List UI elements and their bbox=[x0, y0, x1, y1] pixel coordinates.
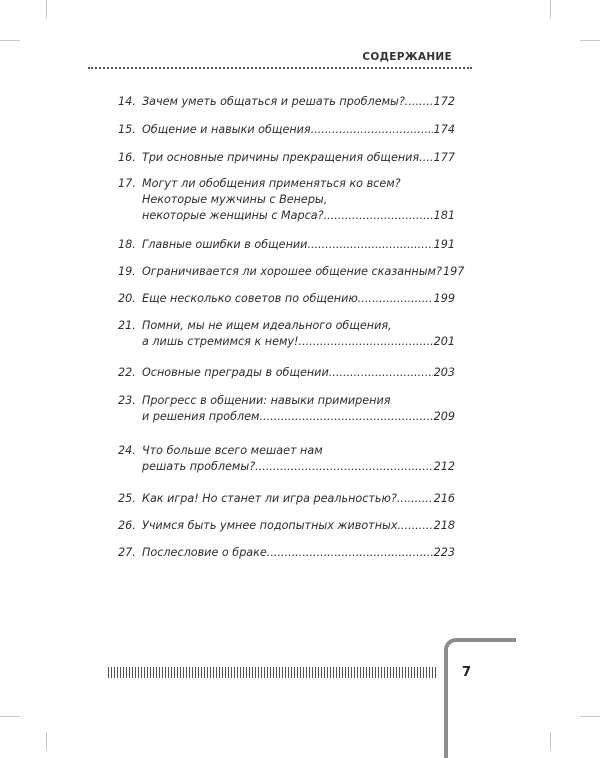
dot-leader bbox=[419, 150, 432, 166]
dot-leader bbox=[299, 334, 433, 350]
toc-entry-page: 212 bbox=[433, 460, 455, 473]
toc-entry-title: Еще несколько советов по общению bbox=[142, 292, 358, 305]
dot-leader bbox=[311, 122, 433, 138]
crop-mark bbox=[0, 716, 20, 717]
footer-decorative-bars bbox=[108, 667, 438, 678]
toc-entry-title: Три основные причины прекращения общения bbox=[142, 151, 420, 164]
toc-entry-title: Прогресс в общении: навыки примирения bbox=[142, 394, 391, 407]
toc-entry-page: 181 bbox=[433, 209, 455, 222]
toc-entry-page: 191 bbox=[433, 238, 455, 251]
toc-entry-title: Основные преграды в общении bbox=[142, 366, 329, 379]
toc-entry-page: 177 bbox=[433, 151, 455, 164]
toc-entry-title: Послесловие о браке bbox=[142, 546, 267, 559]
toc-entry-title: Общение и навыки общения bbox=[142, 123, 311, 136]
toc-entry-page: 201 bbox=[433, 335, 455, 348]
toc-entry-number: 17. bbox=[118, 177, 136, 190]
dot-leader bbox=[307, 237, 432, 253]
toc-entry-number: 21. bbox=[118, 319, 136, 332]
toc-entry-number: 15. bbox=[118, 123, 136, 136]
dot-leader bbox=[397, 491, 433, 507]
toc-entry-number: 27. bbox=[118, 546, 136, 559]
toc-entry-page: 203 bbox=[433, 366, 455, 379]
dot-leader bbox=[329, 365, 433, 381]
dot-leader bbox=[259, 409, 432, 425]
toc-entry-number: 22. bbox=[118, 366, 136, 379]
crop-mark bbox=[46, 732, 47, 750]
toc-entry-page: 199 bbox=[433, 292, 455, 305]
toc-entry-title: Что больше всего мешает нам bbox=[142, 444, 323, 457]
crop-mark bbox=[550, 732, 551, 750]
toc-entry-title: Некоторые мужчины с Венеры, bbox=[142, 193, 328, 206]
page-number-frame bbox=[444, 638, 516, 758]
toc-entry-number: 19. bbox=[118, 265, 136, 278]
toc-entry-page: 172 bbox=[433, 95, 455, 108]
dot-leader bbox=[397, 518, 432, 534]
dot-leader bbox=[405, 94, 433, 110]
toc-entry-number: 25. bbox=[118, 492, 136, 505]
toc-entry-number: 18. bbox=[118, 238, 136, 251]
toc-entry-page: 209 bbox=[433, 410, 455, 423]
toc-entry-title: Помни, мы не ищем идеального общения, bbox=[142, 319, 392, 332]
toc-entry-page: 197 bbox=[442, 265, 465, 278]
toc-entry-number: 23. bbox=[118, 394, 136, 407]
toc-entry-title: Зачем уметь общаться и решать проблемы? bbox=[142, 95, 405, 108]
toc-entry-number: 26. bbox=[118, 519, 136, 532]
toc-entry-title: Учимся быть умнее подопытных животных bbox=[142, 519, 398, 532]
toc-entry-number: 16. bbox=[118, 151, 136, 164]
dot-leader bbox=[255, 459, 432, 475]
running-header: СОДЕРЖАНИЕ bbox=[362, 51, 452, 63]
toc-entry-title: Как игра! Но станет ли игра реальностью? bbox=[142, 492, 397, 505]
toc-entry-page: 216 bbox=[433, 492, 455, 505]
toc-entry-title: Могут ли обобщения применяться ко всем? bbox=[142, 177, 401, 190]
toc-entry-title: Главные ошибки в общении bbox=[142, 238, 308, 251]
toc-entry-page: 174 bbox=[433, 123, 455, 136]
toc-entry-page: 218 bbox=[433, 519, 455, 532]
crop-mark bbox=[580, 716, 600, 717]
toc-entry-number: 24. bbox=[118, 444, 136, 457]
toc-entry-title: решать проблемы? bbox=[142, 460, 256, 473]
toc-entry-title: а лишь стремимся к нему! bbox=[142, 335, 299, 348]
toc-entry-title: Ограничивается ли хорошее общение сказанным? bbox=[142, 265, 442, 278]
toc-entry-number: 14. bbox=[118, 95, 136, 108]
page-number: 7 bbox=[462, 665, 472, 680]
toc-entry-title: некоторые женщины с Марса? bbox=[142, 209, 324, 222]
dot-leader bbox=[324, 208, 433, 224]
dot-leader bbox=[358, 291, 433, 307]
toc-entry-title: и решения проблем bbox=[142, 410, 260, 423]
dot-leader bbox=[267, 545, 433, 561]
toc-entry-number: 20. bbox=[118, 292, 136, 305]
toc-entry-page: 223 bbox=[433, 546, 455, 559]
